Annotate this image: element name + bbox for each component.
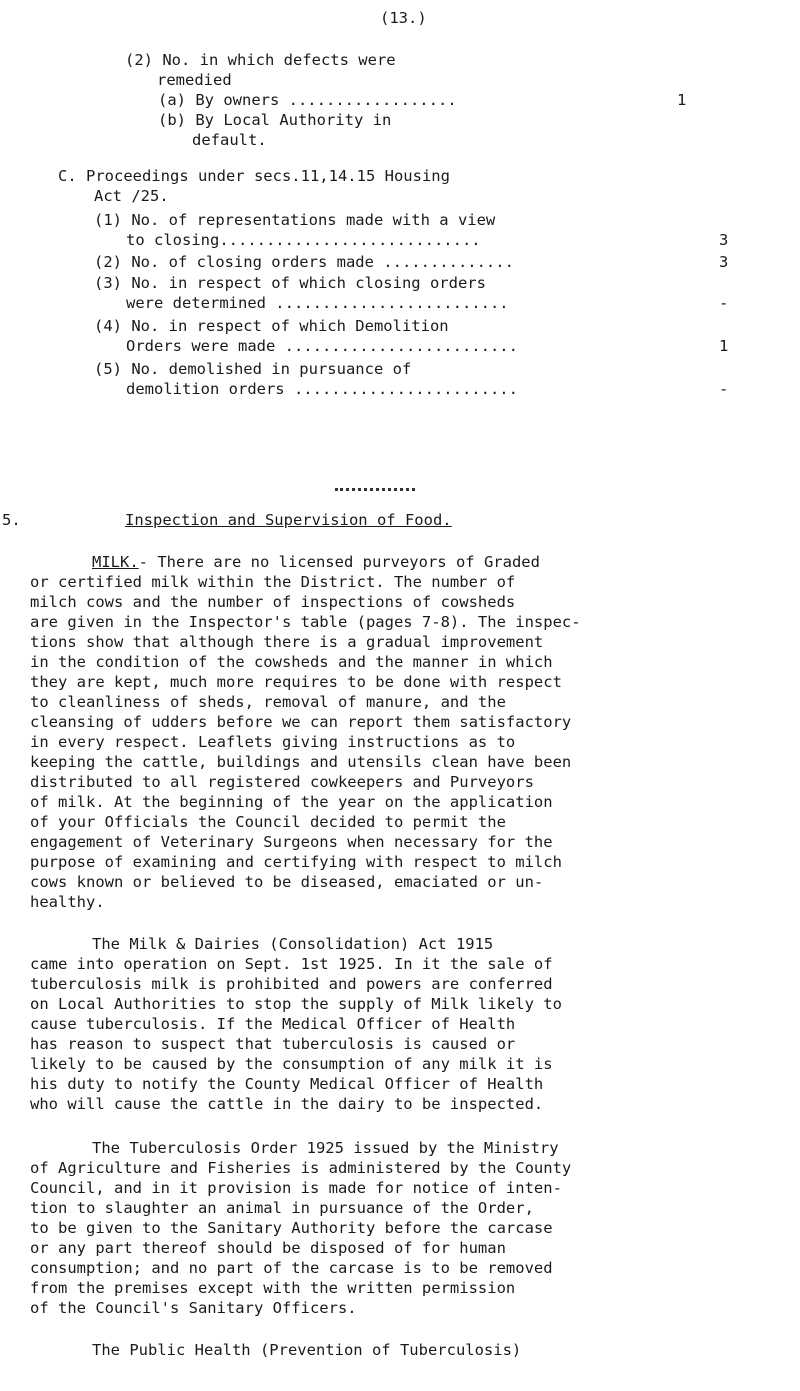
milk-line-13: of milk. At the beginning of the year on the application [30,793,553,811]
dotted-separator [335,488,415,491]
milk-line-14: of your Officials the Council decided to permit the [30,813,506,831]
proceedings-item-4-line-1: (4) No. in respect of which Demolition [94,317,449,335]
dairies-line-7: likely to be caused by the consumption of any milk it is [30,1055,553,1073]
dairies-line-2: came into operation on Sept. 1st 1925. In it the sale of [30,955,553,973]
tb-order-line-4: tion to slaughter an animal in pursuance of the Order, [30,1199,534,1217]
milk-line-16: purpose of examining and certifying with respect to milch [30,853,562,871]
section-number: 5. [2,511,21,529]
milk-line-4: are given in the Inspector's table (pages 7-8). The inspec- [30,613,581,631]
milk-line-8: to cleanliness of sheds, removal of manure, and the [30,693,506,711]
remedied-b-line-2: default. [192,131,267,149]
proceedings-line-2: Act /25. [94,187,169,205]
tb-order-line-1: The Tuberculosis Order 1925 issued by the Ministry [92,1139,559,1157]
milk-line-7: they are kept, much more requires to be done with respect [30,673,562,691]
proceedings-item-3-line-1: (3) No. in respect of which closing orders [94,274,486,292]
proceedings-item-1-line-2: to closing............................ [126,231,481,249]
milk-line-17: cows known or believed to be diseased, emaciated or un- [30,873,544,891]
proceedings-item-4-line-2: Orders were made ......................... [126,337,518,355]
milk-line-9: cleansing of udders before we can report them satisfactory [30,713,572,731]
milk-line-15: engagement of Veterinary Surgeons when necessary for the [30,833,553,851]
proceedings-item-2-value: 3 [719,253,729,271]
dairies-line-3: tuberculosis milk is prohibited and powers are conferred [30,975,553,993]
proceedings-item-2-line-1: (2) No. of closing orders made .............. [94,253,514,271]
milk-lead: MILK. [92,553,139,571]
proceedings-item-4-value: 1 [719,337,729,355]
section-heading: Inspection and Supervision of Food. [125,511,452,529]
tb-order-line-5: to be given to the Sanitary Authority before the carcase [30,1219,553,1237]
page-number: (13.) [380,9,427,27]
remedied-b-line-1: (b) By Local Authority in [158,111,392,129]
dairies-line-1: The Milk & Dairies (Consolidation) Act 1915 [92,935,494,953]
proceedings-item-1-line-1: (1) No. of representations made with a view [94,211,496,229]
remedied-line-2: remedied [157,71,232,89]
remedied-a-value: 1 [677,91,687,109]
milk-line-3: milch cows and the number of inspections of cowsheds [30,593,516,611]
remedied-a-label: (a) By owners .................. [158,91,457,109]
proceedings-line-1: C. Proceedings under secs.11,14.15 Housing [58,167,450,185]
tb-order-line-6: or any part thereof should be disposed of for human [30,1239,506,1257]
milk-line-11: keeping the cattle, buildings and utensils clean have been [30,753,572,771]
milk-line-6: in the condition of the cowsheds and the manner in which [30,653,553,671]
tb-order-line-3: Council, and in it provision is made for notice of inten- [30,1179,562,1197]
dairies-line-8: his duty to notify the County Medical Officer of Health [30,1075,544,1093]
proceedings-item-1-value: 3 [719,231,729,249]
dairies-line-6: has reason to suspect that tuberculosis is caused or [30,1035,516,1053]
milk-line-18: healthy. [30,893,105,911]
milk-line-12: distributed to all registered cowkeepers and Purveyors [30,773,534,791]
proceedings-item-3-value: - [719,294,729,312]
proceedings-item-3-line-2: were determined ......................... [126,294,509,312]
remedied-line-1: (2) No. in which defects were [125,51,396,69]
dairies-line-9: who will cause the cattle in the dairy to be inspected. [30,1095,544,1113]
proceedings-item-5-line-1: (5) No. demolished in pursuance of [94,360,412,378]
milk-line-1 [92,552,540,572]
milk-line-10: in every respect. Leaflets giving instructions as to [30,733,516,751]
dairies-line-4: on Local Authorities to stop the supply of Milk likely to [30,995,562,1013]
proceedings-item-5-line-2: demolition orders ........................ [126,380,518,398]
final-line: The Public Health (Prevention of Tuberculosis) [92,1341,522,1359]
dairies-line-5: cause tuberculosis. If the Medical Officer of Health [30,1015,516,1033]
tb-order-line-7: consumption; and no part of the carcase is to be removed [30,1259,553,1277]
proceedings-item-5-value: - [719,380,729,398]
milk-line-1-text: - There are no licensed purveyors of Graded [138,553,540,571]
milk-line-2: or certified milk within the District. The number of [30,573,516,591]
tb-order-line-9: of the Council's Sanitary Officers. [30,1299,357,1317]
milk-line-5: tions show that although there is a gradual improvement [30,633,544,651]
tb-order-line-8: from the premises except with the written permission [30,1279,516,1297]
tb-order-line-2: of Agriculture and Fisheries is administered by the County [30,1159,572,1177]
